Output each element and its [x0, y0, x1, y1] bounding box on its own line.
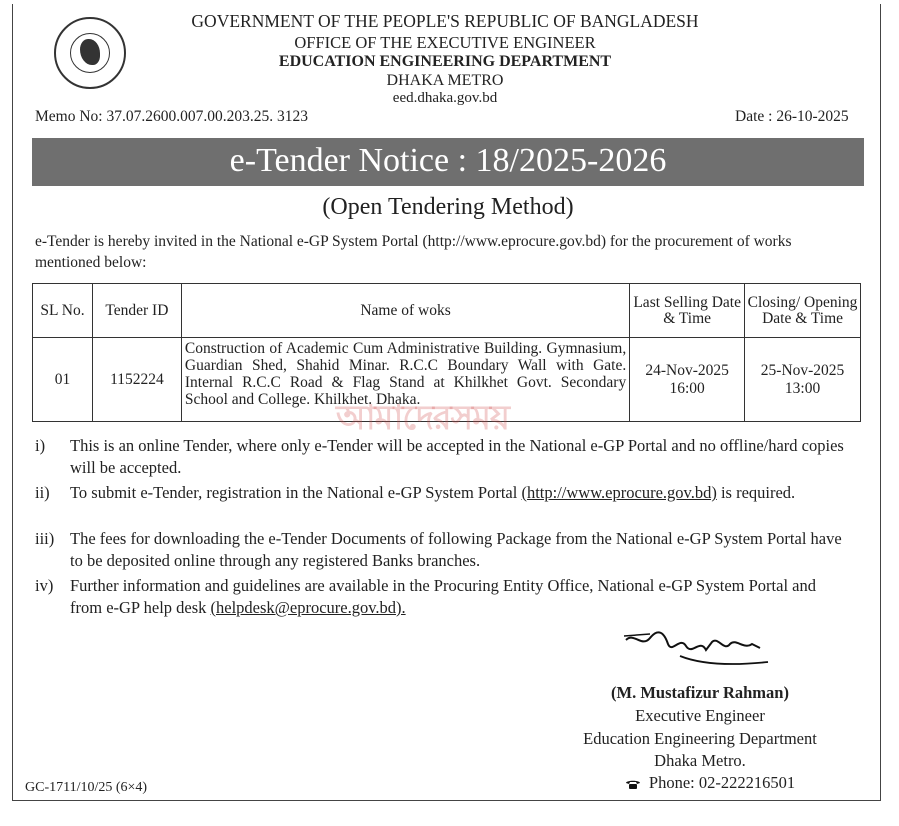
cell-tender-id: 1152224 — [92, 338, 181, 422]
header-department: EDUCATION ENGINEERING DEPARTMENT — [278, 53, 612, 70]
col-sl: SL No. — [33, 284, 93, 338]
signer-name: (M. Mustafizur Rahman) — [611, 683, 789, 702]
signer-phone: Phone: 02-222216501 — [560, 773, 860, 793]
notice-date: Date : 26-10-2025 — [735, 108, 849, 125]
col-closing: Closing/ Opening Date & Time — [745, 284, 861, 338]
closing-date: 25-Nov-2025 — [760, 361, 845, 379]
signer-location: Dhaka Metro. — [654, 751, 746, 770]
eprocure-link[interactable]: (http://www.eprocure.gov.bd) — [521, 483, 717, 502]
intro-text: e-Tender is hereby invited in the National e-GP System Portal (http://www.eprocure.gov.bd) for the procurement of works mentioned below: — [35, 233, 792, 271]
clause-number: ii) — [35, 483, 50, 502]
clause-number: i) — [35, 436, 46, 455]
footer-code: GC-1711/10/25 (6×4) — [25, 780, 148, 795]
clause-text: To submit e-Tender, registration in the National e-GP System Portal (http://www.eprocure.gov.bd) is required. — [70, 483, 796, 502]
government-seal-icon — [54, 17, 126, 89]
clause-3 — [35, 528, 850, 572]
col-works: Name of woks — [181, 284, 629, 338]
col-last-selling: Last Selling Date & Time — [630, 284, 745, 338]
clause-text: This is an online Tender, where only e-Tender will be accepted in the National e-GP Portal and no offline/hard copies will be accepted. — [70, 436, 844, 477]
cell-sl: 01 — [33, 338, 93, 422]
cell-closing — [745, 338, 861, 422]
header-location: DHAKA METRO — [386, 72, 504, 89]
last-selling-time: 16:00 — [669, 379, 705, 397]
tender-method: (Open Tendering Method) — [322, 194, 574, 220]
clause-2 — [35, 482, 850, 504]
clause-number: iii) — [35, 529, 55, 548]
clause-text: The fees for downloading the e-Tender Documents of following Package from the National e-GP System Portal have to be deposited online through any registered Banks branches. — [70, 529, 842, 570]
signer-department: Education Engineering Department — [583, 729, 817, 748]
header-office: OFFICE OF THE EXECUTIVE ENGINEER — [294, 33, 596, 52]
col-tender-id: Tender ID — [92, 284, 181, 338]
signer-title: Executive Engineer — [635, 706, 765, 725]
clause-1 — [35, 435, 850, 479]
clause-4 — [35, 575, 850, 619]
handwritten-signature — [620, 628, 770, 678]
notice-title: e-Tender Notice : 18/2025-2026 — [32, 138, 864, 186]
closing-time: 13:00 — [784, 379, 821, 397]
newspaper-watermark: আমাদেরসময় — [336, 398, 509, 438]
telephone-icon — [625, 779, 641, 789]
helpdesk-email-link[interactable]: (helpdesk@eprocure.gov.bd). — [210, 598, 406, 617]
cell-last-selling — [630, 338, 745, 422]
header-website: eed.dhaka.gov.bd — [392, 90, 498, 106]
memo-number: Memo No: 37.07.2600.007.00.203.25. 3123 — [35, 108, 308, 125]
last-selling-date: 24-Nov-2025 — [645, 361, 729, 379]
table-header-row — [33, 284, 861, 338]
clause-text: Further information and guidelines are available in the Procuring Entity Office, National e-GP System Portal and from e-GP help desk (helpdesk@eprocure.gov.bd). — [70, 576, 816, 617]
cell-works: Construction of Academic Cum Administrative Building. Gymnasium, Guardian Shed, Shahid Minar. R.C.C Boundary Wall with Gate. Internal R.C.C Road & Flag Stand at Khilkhet Govt. Secondary School and College. Khilkhet. Dhaka. — [181, 338, 629, 422]
header-government: GOVERNMENT OF THE PEOPLE'S REPUBLIC OF BANGLADESH — [191, 11, 699, 31]
clause-number: iv) — [35, 576, 54, 595]
